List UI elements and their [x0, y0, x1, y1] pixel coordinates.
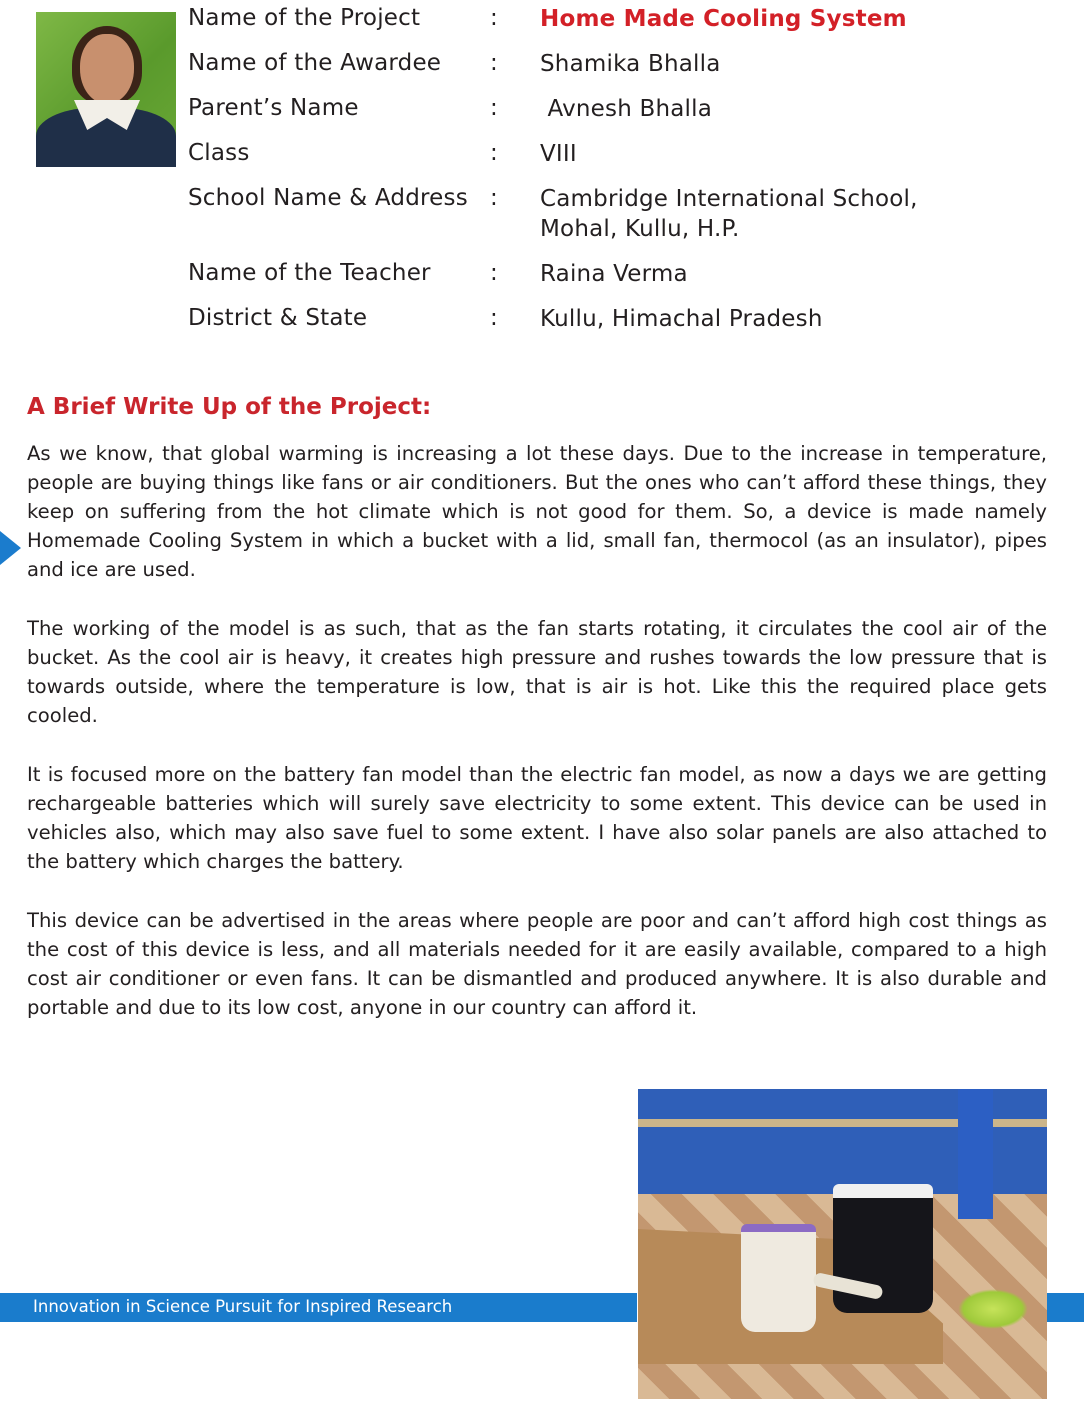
detail-label: Name of the Teacher: [188, 260, 431, 286]
detail-value: Kullu, Himachal Pradesh: [540, 306, 823, 332]
photo-white-bucket: [741, 1224, 816, 1332]
detail-colon: :: [490, 140, 498, 166]
detail-colon: :: [490, 185, 498, 211]
project-model-photo: [638, 1089, 1047, 1399]
detail-value: Cambridge International School,: [540, 186, 918, 212]
footer-tagline: Innovation in Science Pursuit for Inspired Research: [33, 1297, 453, 1316]
detail-value: Raina Verma: [540, 261, 688, 287]
photo-black-bucket: [833, 1184, 933, 1313]
detail-label: District & State: [188, 305, 368, 331]
detail-colon: :: [490, 260, 498, 286]
detail-colon: :: [490, 95, 498, 121]
arrow-marker-icon: [0, 531, 21, 565]
detail-value-line2: Mohal, Kullu, H.P.: [540, 216, 740, 242]
detail-label: Class: [188, 140, 250, 166]
writeup-paragraph: This device can be advertised in the areas where people are poor and can’t afford high cost things as the cost of this device is less, and all materials needed for it are easily available, compared to a high cost air conditioner or even fans. It can be dismantled and produced anywhere. It is also durable and portable and due to its low cost, anyone in our country can afford it.: [27, 909, 1047, 1019]
detail-value: Shamika Bhalla: [540, 51, 721, 77]
detail-label: Name of the Project: [188, 5, 421, 31]
detail-colon: :: [490, 5, 498, 31]
detail-value: VIII: [540, 141, 577, 167]
detail-value: Avnesh Bhalla: [540, 96, 713, 122]
photo-pillar: [958, 1089, 993, 1219]
project-title: Home Made Cooling System: [540, 6, 907, 32]
awardee-photo: [36, 12, 176, 167]
detail-label: Parent’s Name: [188, 95, 359, 121]
detail-colon: :: [490, 50, 498, 76]
writeup-paragraph: The working of the model is as such, that as the fan starts rotating, it circulates the cool air of the bucket. As the cool air is heavy, it creates high pressure and rushes towards the low pressure that is towards outside, where the temperature is low, that is air is hot. Like this the required place gets cooled.: [27, 617, 1047, 727]
writeup-paragraph: It is focused more on the battery fan model than the electric fan model, as now a days we are getting rechargeable batteries which will surely save electricity to some extent. This device can be used in vehicles also, which may also save fuel to some extent. I have also solar panels are also attached to the battery which charges the battery.: [27, 763, 1047, 873]
detail-colon: :: [490, 305, 498, 331]
detail-label: School Name & Address: [188, 185, 468, 211]
photo-face: [80, 34, 134, 104]
detail-label: Name of the Awardee: [188, 50, 442, 76]
photo-yarn: [958, 1289, 1028, 1329]
writeup-heading: A Brief Write Up of the Project:: [27, 394, 432, 420]
footer-bar-right: [1047, 1293, 1084, 1322]
writeup-paragraph: As we know, that global warming is increasing a lot these days. Due to the increase in temperature, people are buying things like fans or air conditioners. But the ones who can’t afford these things, they keep on suffering from the hot climate which is not good for them. So, a device is made namely Homemade Cooling System in which a bucket with a lid, small fan, thermocol (as an insulator), pipes and ice are used.: [27, 442, 1047, 581]
footer-bar: [0, 1293, 637, 1322]
